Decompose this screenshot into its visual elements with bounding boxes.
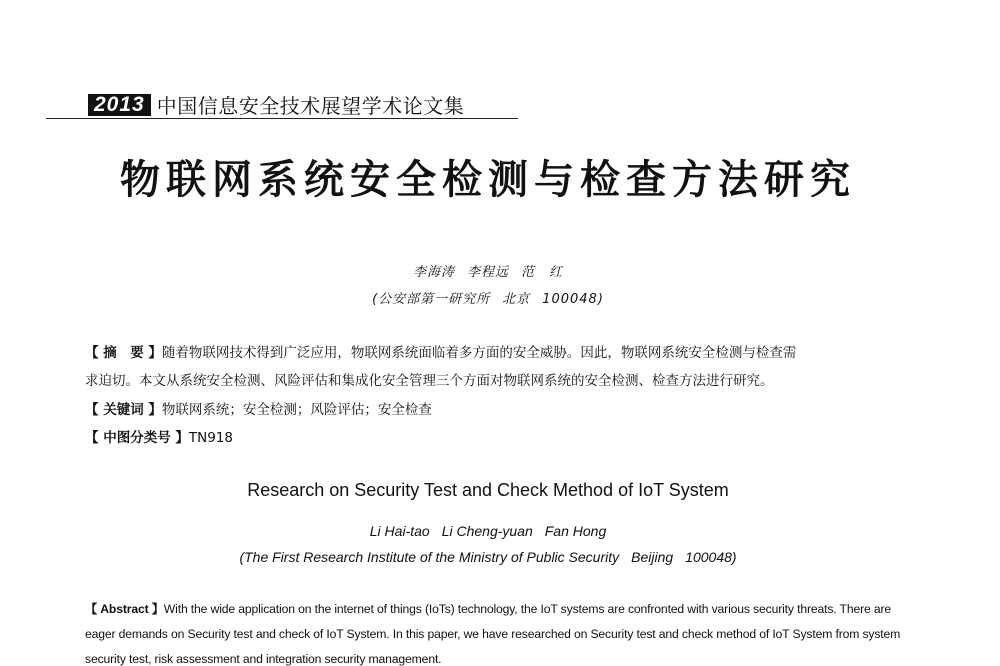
abstract-en-label: 【 Abstract 】 xyxy=(85,602,164,616)
paper-title-en: Research on Security Test and Check Method of IoT System xyxy=(247,480,729,500)
affiliation-en xyxy=(0,549,976,565)
affiliation-cn-org: (公安部第一研究所 xyxy=(372,292,491,307)
abstract-cn-text-1: 随着物联网技术得到广泛应用，物联网系统面临着多方面的安全威胁。因此，物联网系统安全检测与检查需 xyxy=(161,345,797,361)
abstract-en-line-2 xyxy=(85,627,905,641)
running-header xyxy=(88,90,464,119)
abstract-en-text-2: eager demands on Security test and check of IoT System. In this paper, we have researched on Security test and check method of IoT System from system xyxy=(85,627,901,641)
abstract-en-text-1: With the wide application on the internet of things (IoTs) technology, the IoT systems are confronted with various security threats. There are xyxy=(163,602,892,616)
affiliation-en-city: Beijing xyxy=(631,549,674,565)
keywords-cn-label: 【 关键词 】 xyxy=(85,402,162,418)
series-title: 中国信息安全技术展望学术论文集 xyxy=(156,94,465,118)
keywords-cn xyxy=(85,398,897,418)
affiliation-cn-city: 北京 xyxy=(502,292,531,307)
authors-cn xyxy=(0,261,976,280)
abstract-cn-label: 【 摘 要 】 xyxy=(85,345,162,361)
abstract-en-text-3: security test, risk assessment and integration security management. xyxy=(85,652,442,666)
author-en-1: Li Hai-tao xyxy=(369,523,430,539)
classification-cn-label: 【 中图分类号 】 xyxy=(85,430,189,446)
abstract-en-line-1 xyxy=(85,600,905,617)
classification-cn xyxy=(85,426,897,446)
abstract-cn-line-2 xyxy=(85,369,897,389)
author-cn-3: 范 红 xyxy=(521,265,564,280)
author-cn-2: 李程远 xyxy=(466,265,509,280)
paper-title-cn: 物联网系统安全检测与检查方法研究 xyxy=(120,157,856,203)
abstract-en-line-3 xyxy=(85,652,905,666)
author-en-3: Fan Hong xyxy=(544,523,607,539)
affiliation-cn xyxy=(0,288,976,307)
keywords-cn-value: 物联网系统；安全检测；风险评估；安全检查 xyxy=(161,402,432,418)
affiliation-cn-zip: 100048) xyxy=(542,292,604,307)
classification-cn-value: TN918 xyxy=(188,430,234,446)
abstract-cn-line-1 xyxy=(85,341,897,361)
author-cn-1: 李海涛 xyxy=(412,265,455,280)
abstract-cn-text-2: 求迫切。本文从系统安全检测、风险评估和集成化安全管理三个方面对物联网系统的安全检测、检查方法进行研究。 xyxy=(85,373,774,389)
authors-en xyxy=(0,523,976,539)
affiliation-en-org: (The First Research Institute of the Ministry of Public Security xyxy=(239,549,620,565)
affiliation-en-zip: 100048) xyxy=(685,549,737,565)
header-rule xyxy=(46,118,518,119)
author-en-2: Li Cheng-yuan xyxy=(441,523,533,539)
year-badge: 2013 xyxy=(88,94,151,116)
